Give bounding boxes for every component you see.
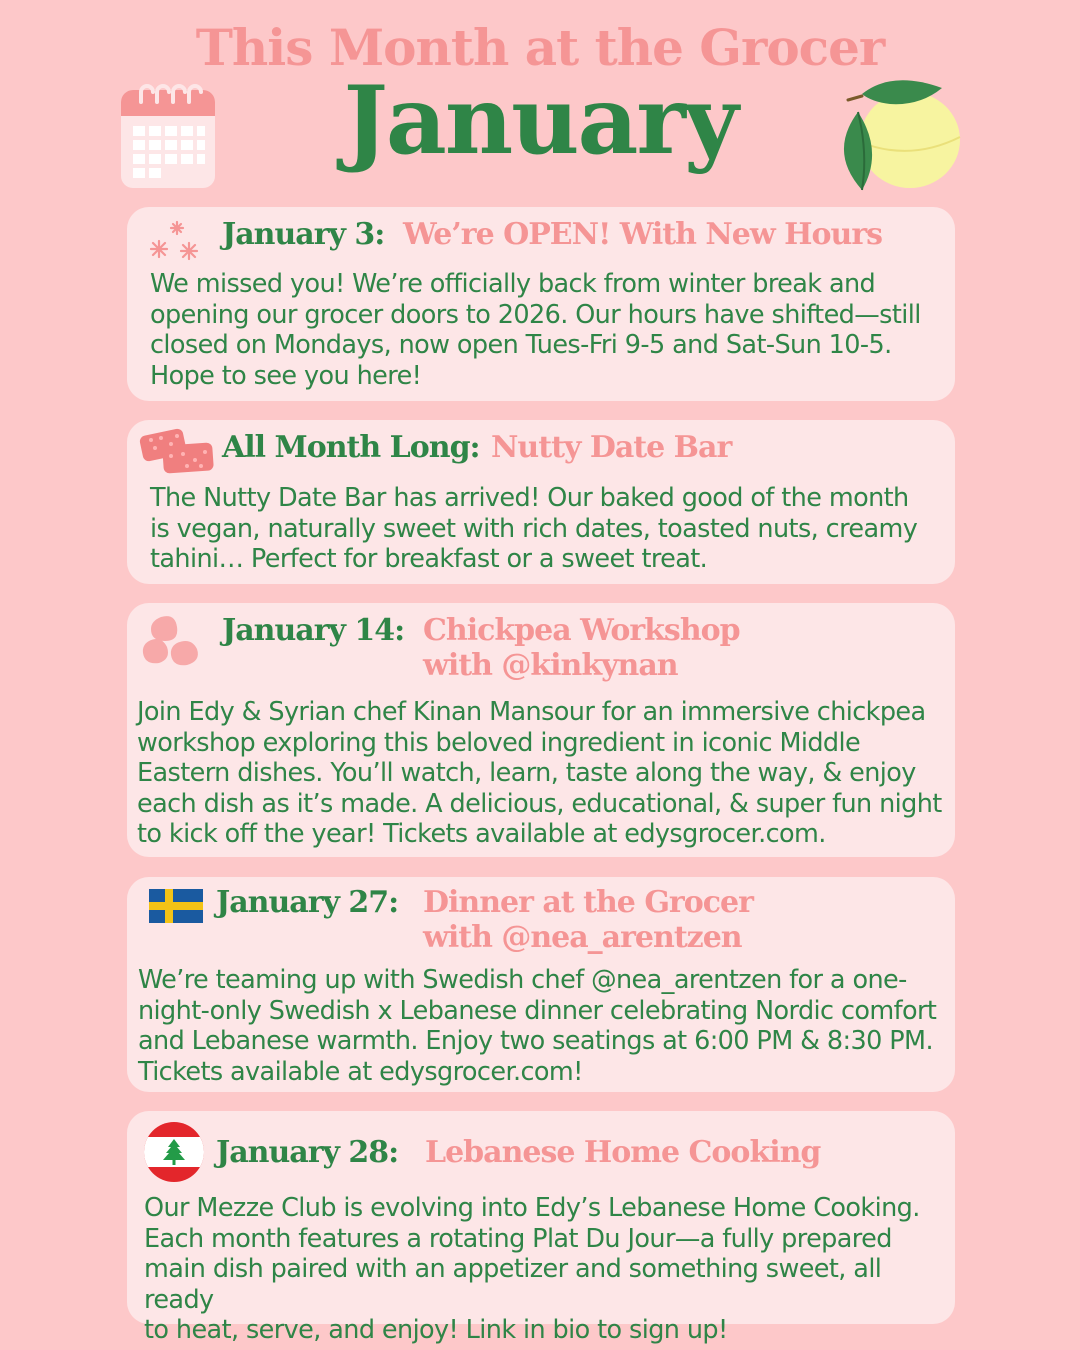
lebanese-flag-icon: [143, 1121, 205, 1183]
event-date: January 3:: [222, 217, 385, 252]
lemon-icon: [830, 72, 962, 197]
date-bar-icon: [137, 426, 217, 476]
page-supertitle: This Month at the Grocer: [195, 18, 885, 77]
event-card-jan-28: [127, 1111, 955, 1345]
event-date: January 28:: [216, 1135, 399, 1170]
event-card-jan-14: [127, 603, 955, 857]
chickpea-icon: [141, 611, 203, 667]
event-title: Lebanese Home Cooking: [425, 1135, 821, 1170]
event-card-all-month: [127, 420, 955, 584]
event-title: Nutty Date Bar: [491, 430, 732, 465]
event-card-jan-3: [127, 207, 955, 401]
event-date: January 14:: [222, 613, 405, 648]
event-title: We’re OPEN! With New Hours: [403, 217, 883, 252]
event-date: All Month Long:: [222, 430, 480, 465]
event-description: Join Edy & Syrian chef Kinan Mansour for an immersive chickpea workshop exploring this beloved ingredient in iconic Middle Eastern dishes. You’ll watch, learn, taste along the way, & enjoy each dish as it’s made. A delicious, educational, & super fun night to kick off the year! Tickets available at edysgrocer.com.: [137, 697, 942, 849]
event-description: We’re teaming up with Swedish chef @nea_arentzen for a one- night-only Swedish x Lebanese dinner celebrating Nordic comfort and Lebanese warmth. Enjoy two seatings at 6:00 PM & 8:30 PM. Tickets available at edysgrocer.com!: [138, 965, 937, 1087]
snowflake-icon: [147, 217, 207, 267]
page-title: January: [343, 66, 737, 176]
event-description: The Nutty Date Bar has arrived! Our baked good of the month is vegan, naturally sweet with rich dates, toasted nuts, creamy tahini… Perfect for breakfast or a sweet treat.: [150, 483, 918, 574]
calendar-icon: [119, 80, 217, 190]
event-date: January 27:: [216, 885, 399, 920]
event-description: We missed you! We’re officially back from winter break and opening our grocer doors to 2026. Our hours have shifted—still closed on Mondays, now open Tues-Fri 9-5 and Sat-Sun 10-5. Hope to see you here!: [150, 269, 921, 391]
header: [0, 0, 1080, 200]
swedish-flag-icon: [149, 889, 203, 923]
event-card-jan-27: [127, 877, 955, 1092]
event-description: Our Mezze Club is evolving into Edy’s Lebanese Home Cooking. Each month features a rotating Plat Du Jour—a fully prepared main dish paired with an appetizer and something sweet, all ready to heat, serve, and enjoy! Link in bio to sign up!: [144, 1193, 920, 1345]
event-title: Dinner at the Grocer with @nea_arentzen: [423, 885, 753, 955]
event-title: Chickpea Workshop with @kinkynan: [423, 613, 740, 683]
